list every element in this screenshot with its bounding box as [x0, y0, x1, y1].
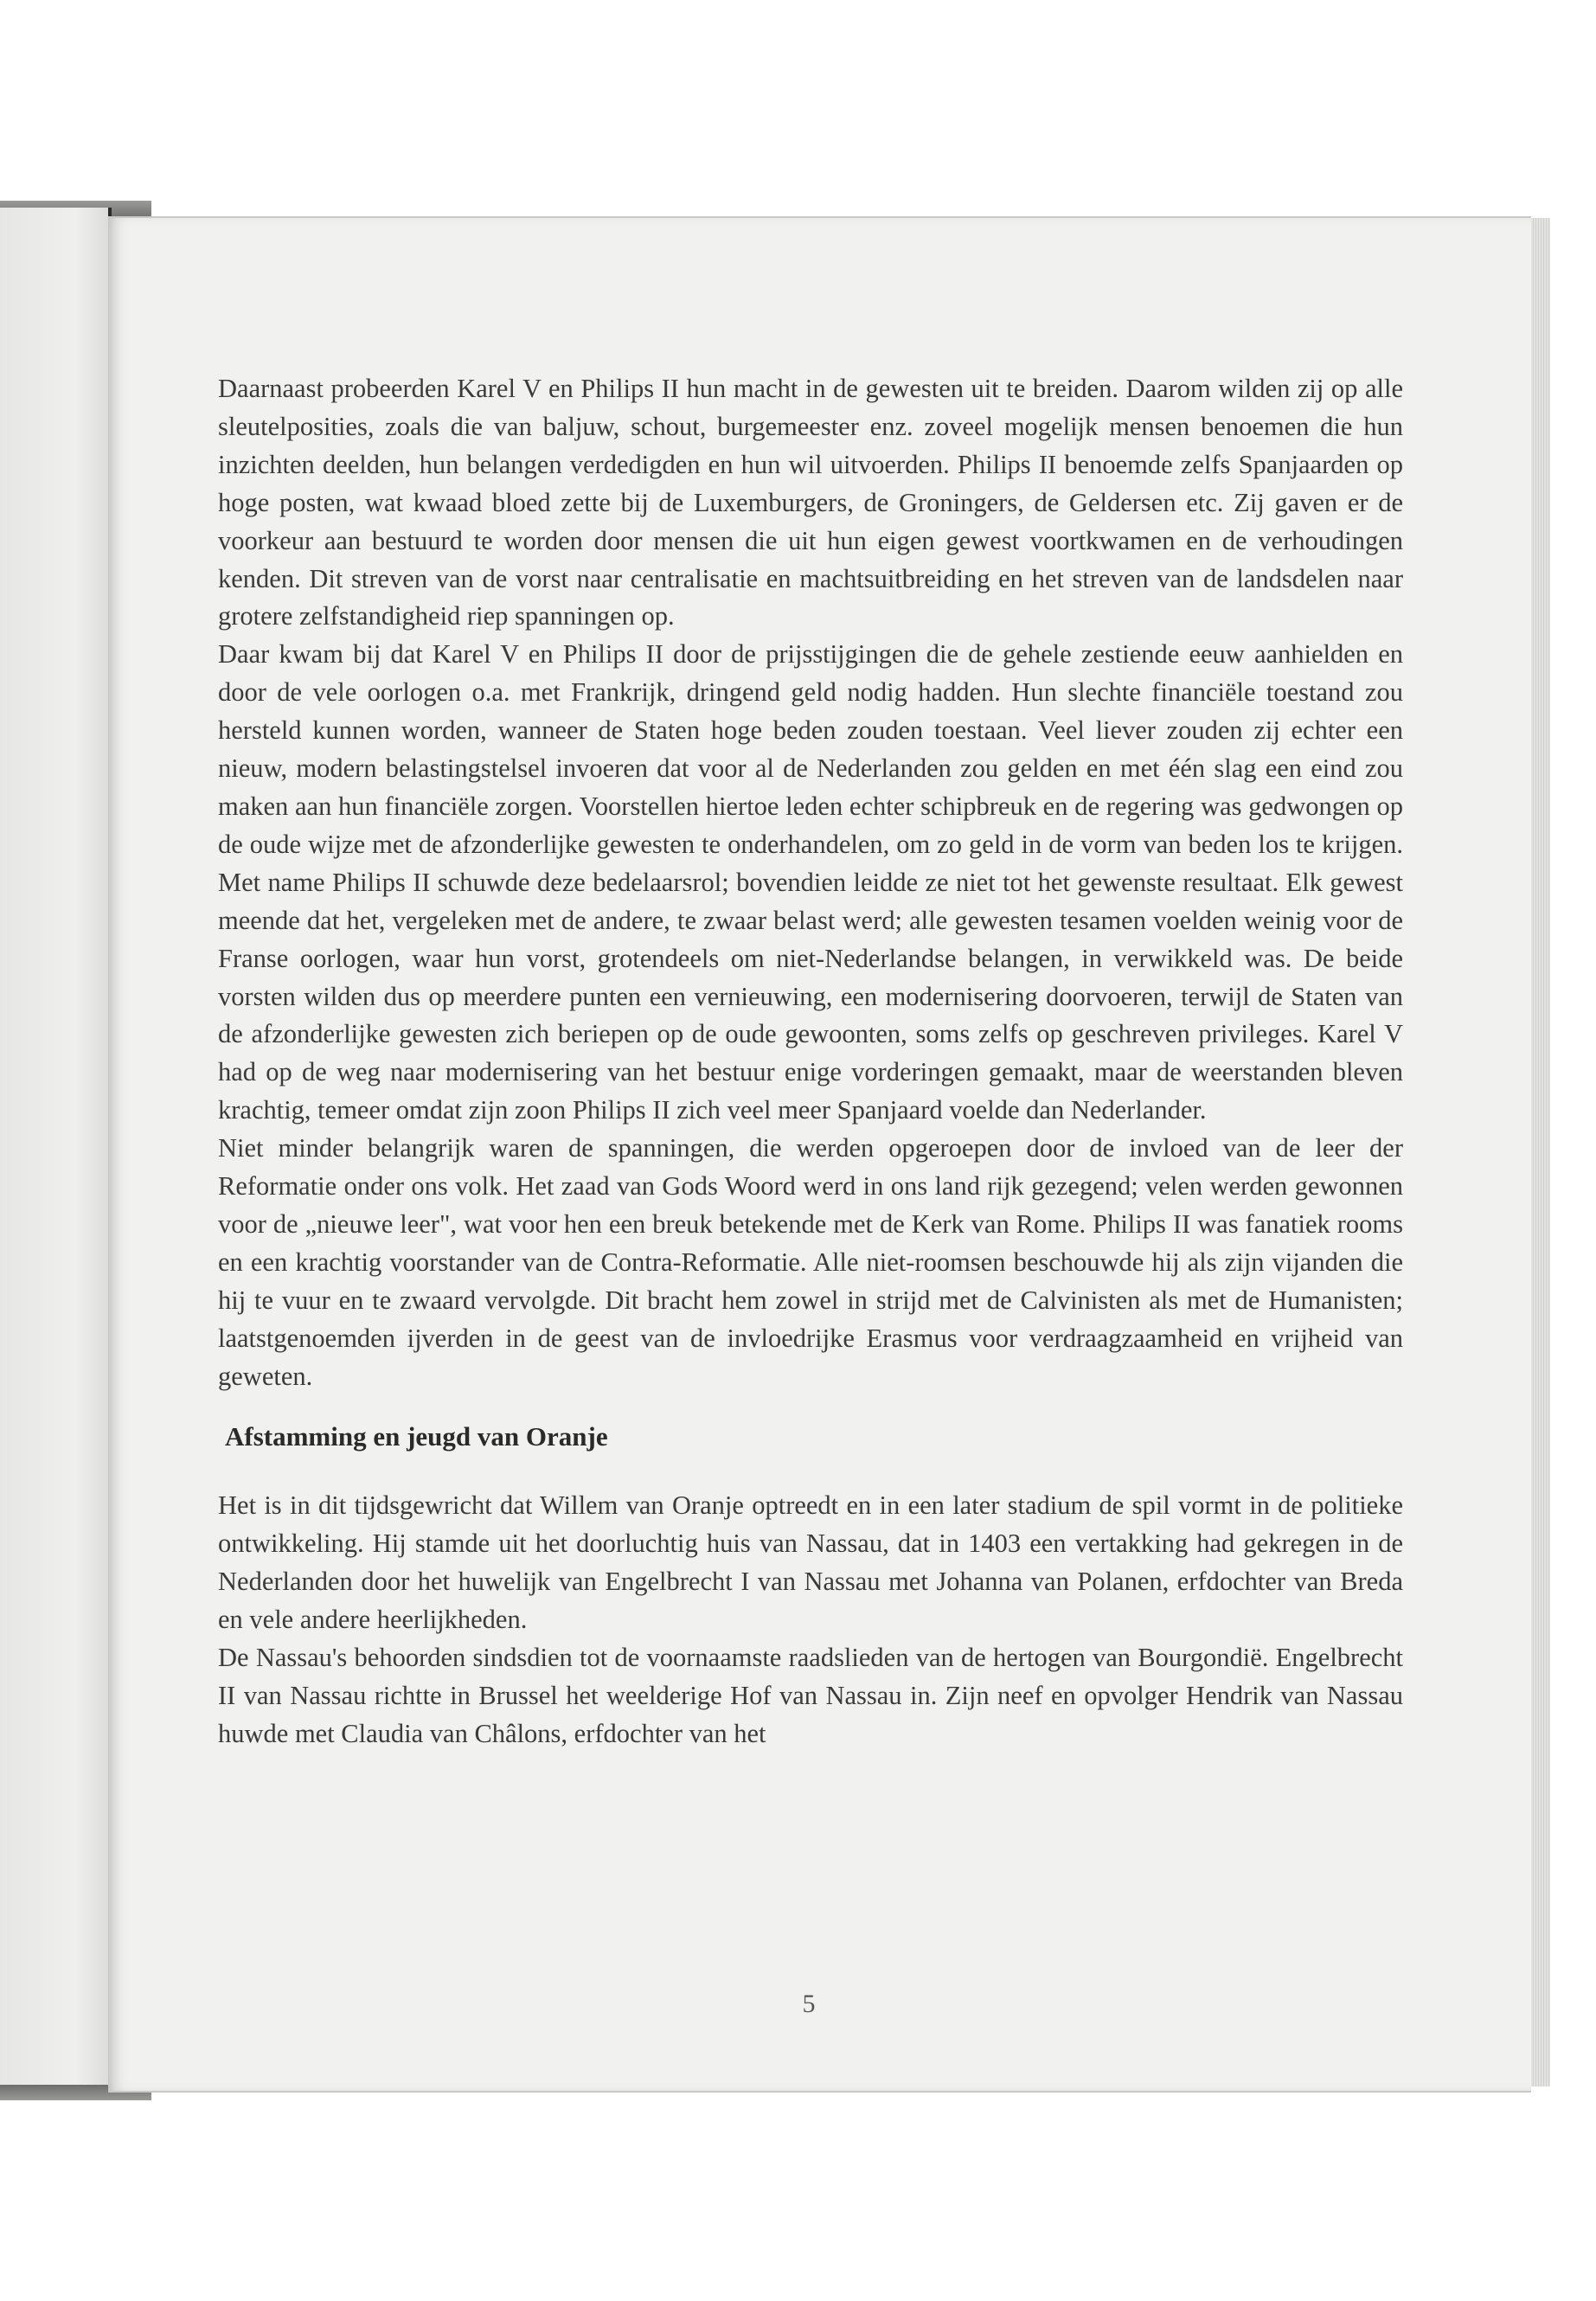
- section-heading: Afstamming en jeugd van Oranje: [225, 1421, 608, 1452]
- paragraph-5: De Nassau's behoorden sindsdien tot de voornaamste raadslieden van de hertogen van Bourgondië. Engelbrecht II van Nassau richtte in Brussel het weelderige Hof van Nassau in. Zijn neef en opvolger Hendrik van Nassau huwde met Claudia van Châlons, erfdochter van het: [218, 1643, 1403, 1748]
- page-number: 5: [802, 1990, 816, 2018]
- paragraph-2: Daar kwam bij dat Karel V en Philips II door de prijsstijgingen die de gehele zestiende eeuw aanhielden en door de vele oorlogen o.a. met Frankrijk, dringend geld nodig hadden. Hun slechte financiële toestand zou hersteld kunnen worden, wanneer de Staten hoge beden zouden toestaan. Veel liever zouden zij echter een nieuw, modern belastingstelsel invoeren dat voor al de Nederlanden zou gelden en met één slag een eind zou maken aan hun financiële zorgen. Voorstellen hiertoe leden echter schipbreuk en de regering was gedwongen op de oude wijze met de afzonderlijke gewesten te onderhandelen, om zo geld in de vorm van beden los te krijgen. Met name Philips II schuwde deze bedelaarsrol; bovendien leidde ze niet tot het gewenste resultaat. Elk gewest meende dat het, vergeleken met de andere, te zwaar belast werd; alle gewesten tesamen voelden weinig voor de Franse oorlogen, waar hun vorst, grotendeels om niet-Nederlandse belangen, in verwikkeld was. De beide vorsten wilden dus op meerdere punten een vernieuwing, een modernisering doorvoeren, terwijl de Staten van de afzonderlijke gewesten zich beriepen op de oude gewoonten, soms zelfs op geschreven privileges. Karel V had op de weg naar modernisering van het bestuur enige vorderingen gemaakt, maar de weerstanden bleven krachtig, temeer omdat zijn zoon Philips II zich veel meer Spanjaard voelde dan Nederlander.: [218, 639, 1403, 1125]
- paragraph-3: Niet minder belangrijk waren de spanningen, die werden opgeroepen door de invloed van de leer der Reformatie onder ons volk. Het zaad van Gods Woord werd in ons land rijk gezegend; velen werden gewonnen voor de „nieuwe leer", wat voor hen een breuk betekende met de Kerk van Rome. Philips II was fanatiek rooms en een krachtig voorstander van de Contra-Reformatie. Alle niet-roomsen beschouwde hij als zijn vijanden die hij te vuur en te zwaard vervolgde. Dit bracht hem zowel in strijd met de Calvinisten als met de Humanisten; laatstgenoemden ijverden in de geest van de invloedrijke Erasmus voor verdraagzaamheid en vrijheid van geweten.: [218, 1133, 1403, 1391]
- paragraph-1: Daarnaast probeerden Karel V en Philips II hun macht in de gewesten uit te breiden. Daarom wilden zij op alle sleutelposities, zoals die van baljuw, schout, burgemeester enz. zoveel mogelijk mensen benoemen die hun inzichten deelden, hun belangen verdedigden en hun wil uitvoerden. Philips II benoemde zelfs Spanjaarden op hoge posten, wat kwaad bloed zette bij de Luxemburgers, de Groningers, de Geldersen etc. Zij gaven er de voorkeur aan bestuurd te worden door mensen die uit hun eigen gewest voortkwamen en de verhoudingen kenden. Dit streven van de vorst naar centralisatie en machtsuitbreiding en het streven van de landsdelen naar grotere zelfstandigheid riep spanningen op.: [218, 374, 1403, 631]
- page-edges: [1531, 218, 1550, 2086]
- section-body: [218, 1487, 1403, 1753]
- body-text: [218, 370, 1403, 1753]
- paragraph-4: Het is in dit tijdsgewricht dat Willem van Oranje optreedt en in een later stadium de spil vormt in de politieke ontwikkeling. Hij stamde uit het doorluchtig huis van Nassau, dat in 1403 een vertakking had gekregen in de Nederlanden door het huwelijk van Engelbrecht I van Nassau met Johanna van Polanen, erfdochter van Breda en vele andere heerlijkheden.: [218, 1490, 1403, 1635]
- book-spine: [0, 208, 112, 2098]
